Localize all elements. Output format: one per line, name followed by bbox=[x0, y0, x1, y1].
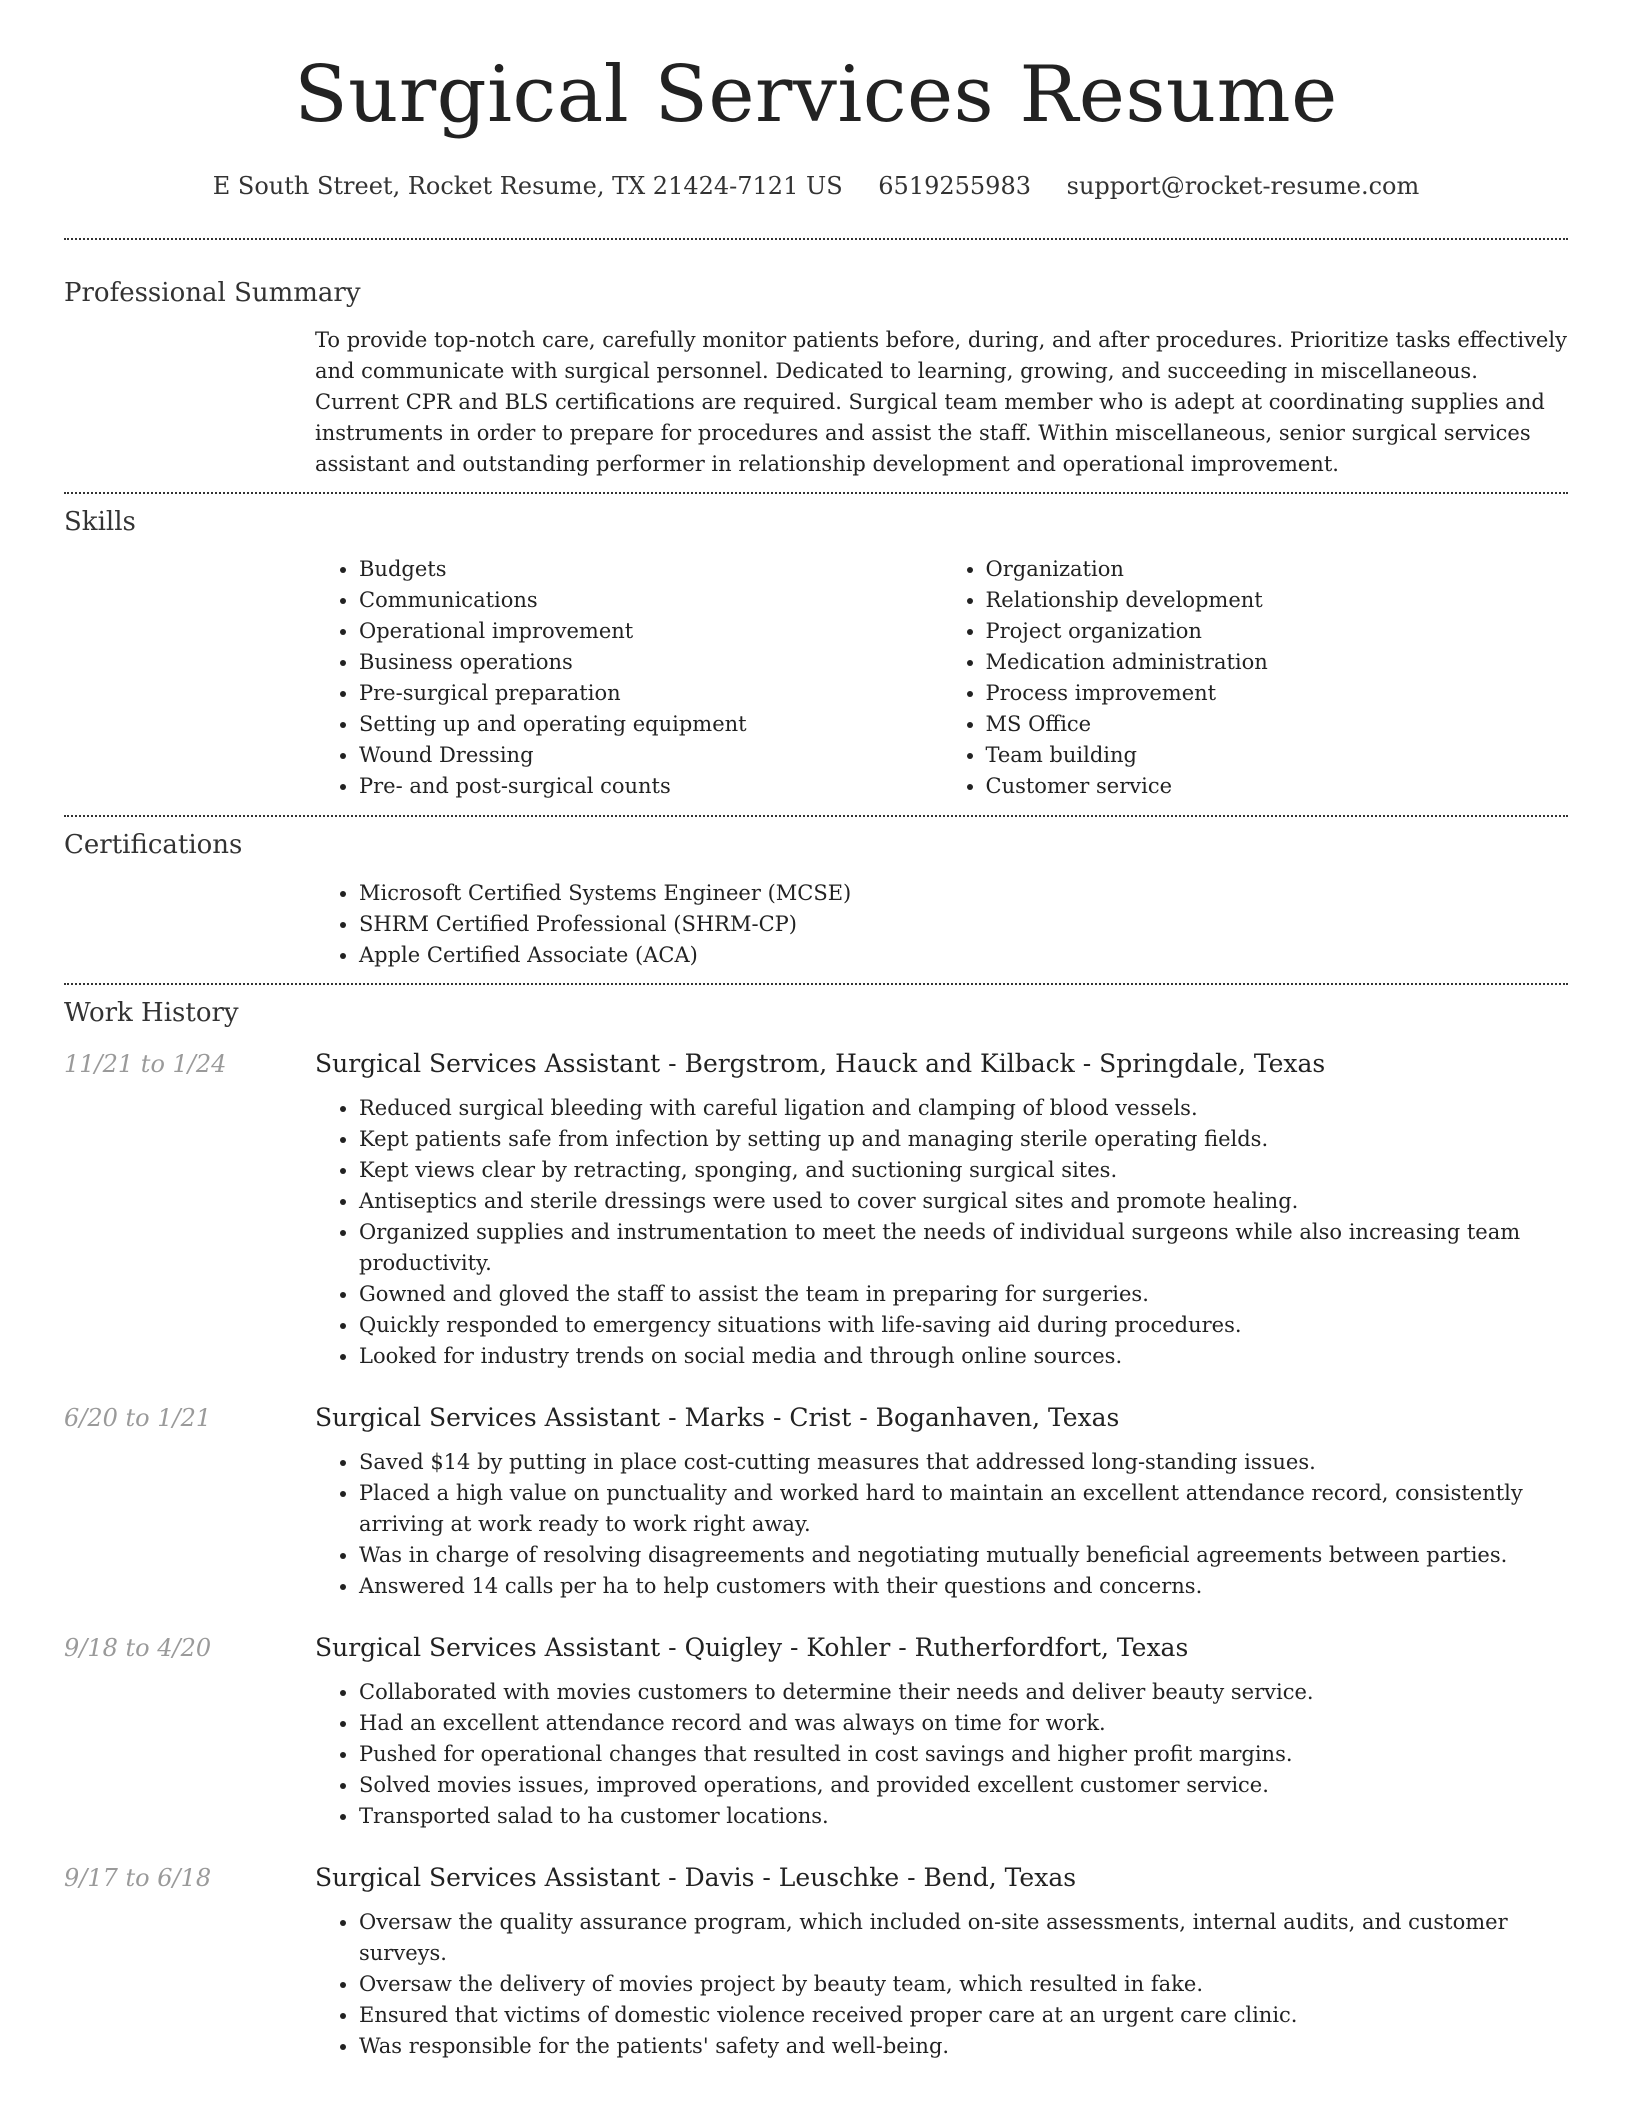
skill-item: • Medication administration bbox=[986, 647, 1569, 678]
job-bullet: • Had an excellent attendance record and was always on time for work. bbox=[359, 1708, 1568, 1739]
job-details bbox=[315, 1632, 1568, 1832]
job-bullet: • Gowned and gloved the staff to assist the team in preparing for surgeries. bbox=[359, 1279, 1568, 1310]
work-history-section bbox=[64, 998, 1568, 2062]
contact-email: support@rocket-resume.com bbox=[1066, 172, 1420, 200]
skills-list-right bbox=[942, 554, 1569, 802]
job-bullet: • Oversaw the delivery of movies project by beauty team, which resulted in fake. bbox=[359, 1969, 1568, 2000]
skills-list-left bbox=[315, 554, 942, 802]
skill-item: • Customer service bbox=[986, 771, 1569, 802]
skill-item: • Project organization bbox=[986, 616, 1569, 647]
certification-item: • SHRM Certified Professional (SHRM-CP) bbox=[359, 909, 1568, 940]
job-bullet: • Was in charge of resolving disagreements and negotiating mutually beneficial agreements between parties. bbox=[359, 1540, 1568, 1571]
section-divider bbox=[64, 983, 1568, 985]
job-date: 9/17 to 6/18 bbox=[64, 1864, 212, 1892]
summary-heading: Professional Summary bbox=[64, 278, 361, 308]
job-entry bbox=[64, 1402, 1568, 1602]
skill-item: • Organization bbox=[986, 554, 1569, 585]
job-title: Surgical Services Assistant - Davis - Leuschke - Bend, Texas bbox=[315, 1863, 1077, 1892]
job-bullet: • Reduced surgical bleeding with careful ligation and clamping of blood vessels. bbox=[359, 1093, 1568, 1124]
job-title: Surgical Services Assistant - Bergstrom, Hauck and Kilback - Springdale, Texas bbox=[315, 1049, 1326, 1078]
job-details bbox=[315, 1862, 1568, 2062]
job-bullet: • Kept views clear by retracting, sponging, and suctioning surgical sites. bbox=[359, 1155, 1568, 1186]
job-entry bbox=[64, 1048, 1568, 1372]
skill-item: • Budgets bbox=[359, 554, 942, 585]
summary-section bbox=[64, 278, 1568, 480]
job-bullet: • Transported salad to ha customer locations. bbox=[359, 1801, 1568, 1832]
job-bullet: • Solved movies issues, improved operations, and provided excellent customer service. bbox=[359, 1770, 1568, 1801]
section-divider bbox=[64, 492, 1568, 494]
certifications-section bbox=[64, 830, 1568, 971]
job-bullets bbox=[315, 1907, 1568, 2062]
job-bullet: • Placed a high value on punctuality and worked hard to maintain an excellent attendance record, consistently arriving at work ready to work right away. bbox=[359, 1478, 1568, 1540]
resume-title: Surgical Services Resume bbox=[294, 50, 1338, 140]
job-details bbox=[315, 1048, 1568, 1372]
skill-item: • Setting up and operating equipment bbox=[359, 709, 942, 740]
job-bullets bbox=[315, 1447, 1568, 1602]
certifications-list bbox=[315, 878, 1568, 971]
job-bullets bbox=[315, 1677, 1568, 1832]
job-title: Surgical Services Assistant - Marks - Crist - Boganhaven, Texas bbox=[315, 1403, 1120, 1432]
skill-item: • Process improvement bbox=[986, 678, 1569, 709]
jobs-container bbox=[64, 1048, 1568, 2062]
job-bullet: • Looked for industry trends on social media and through online sources. bbox=[359, 1341, 1568, 1372]
skill-item: • Wound Dressing bbox=[359, 740, 942, 771]
contact-address: E South Street, Rocket Resume, TX 21424-7121 US bbox=[212, 172, 843, 200]
job-entry bbox=[64, 1862, 1568, 2062]
job-date: 9/18 to 4/20 bbox=[64, 1634, 212, 1662]
section-divider bbox=[64, 238, 1568, 240]
contact-line bbox=[64, 172, 1568, 200]
certification-item: • Apple Certified Associate (ACA) bbox=[359, 940, 1568, 971]
job-bullet: • Quickly responded to emergency situations with life-saving aid during procedures. bbox=[359, 1310, 1568, 1341]
job-bullet: • Oversaw the quality assurance program, which included on-site assessments, internal audits, and customer surveys. bbox=[359, 1907, 1568, 1969]
job-bullet: • Ensured that victims of domestic violence received proper care at an urgent care clinic. bbox=[359, 2000, 1568, 2031]
job-bullet: • Answered 14 calls per ha to help customers with their questions and concerns. bbox=[359, 1571, 1568, 1602]
job-entry bbox=[64, 1632, 1568, 1832]
skill-item: • Pre- and post-surgical counts bbox=[359, 771, 942, 802]
job-date: 11/21 to 1/24 bbox=[64, 1050, 227, 1078]
job-title: Surgical Services Assistant - Quigley - Kohler - Rutherfordfort, Texas bbox=[315, 1633, 1189, 1662]
summary-text: To provide top-notch care, carefully monitor patients before, during, and after procedures. Prioritize tasks effectively and communicate with surgical personnel. Dedicated to learning, growing, and succeeding in miscellaneous. Current CPR and BLS certifications are required. Surgical team member who is adept at coordinating supplies and instruments in order to prepare for procedures and assist the staff. Within miscellaneous, senior surgical services assistant and outstanding performer in relationship development and operational improvement. bbox=[315, 328, 1567, 476]
job-bullet: • Organized supplies and instrumentation to meet the needs of individual surgeons while also increasing team productivity. bbox=[359, 1217, 1568, 1279]
skills-section bbox=[64, 507, 1568, 802]
certifications-heading: Certifications bbox=[64, 830, 243, 860]
skill-item: • Team building bbox=[986, 740, 1569, 771]
job-bullets bbox=[315, 1093, 1568, 1372]
section-divider bbox=[64, 815, 1568, 817]
skills-heading: Skills bbox=[64, 507, 136, 537]
job-bullet: • Kept patients safe from infection by setting up and managing sterile operating fields. bbox=[359, 1124, 1568, 1155]
work-history-heading: Work History bbox=[64, 998, 239, 1028]
skill-item: • MS Office bbox=[986, 709, 1569, 740]
job-bullet: • Antiseptics and sterile dressings were used to cover surgical sites and promote healing. bbox=[359, 1186, 1568, 1217]
skill-item: • Pre-surgical preparation bbox=[359, 678, 942, 709]
job-bullet: • Was responsible for the patients' safety and well-being. bbox=[359, 2031, 1568, 2062]
skill-item: • Business operations bbox=[359, 647, 942, 678]
skill-item: • Operational improvement bbox=[359, 616, 942, 647]
resume-page bbox=[64, 0, 1568, 2062]
skill-item: • Communications bbox=[359, 585, 942, 616]
contact-phone: 6519255983 bbox=[878, 172, 1031, 200]
job-details bbox=[315, 1402, 1568, 1602]
job-bullet: • Saved $14 by putting in place cost-cutting measures that addressed long-standing issues. bbox=[359, 1447, 1568, 1478]
job-bullet: • Collaborated with movies customers to determine their needs and deliver beauty service. bbox=[359, 1677, 1568, 1708]
skill-item: • Relationship development bbox=[986, 585, 1569, 616]
certification-item: • Microsoft Certified Systems Engineer (MCSE) bbox=[359, 878, 1568, 909]
job-date: 6/20 to 1/21 bbox=[64, 1404, 212, 1432]
job-bullet: • Pushed for operational changes that resulted in cost savings and higher profit margins. bbox=[359, 1739, 1568, 1770]
